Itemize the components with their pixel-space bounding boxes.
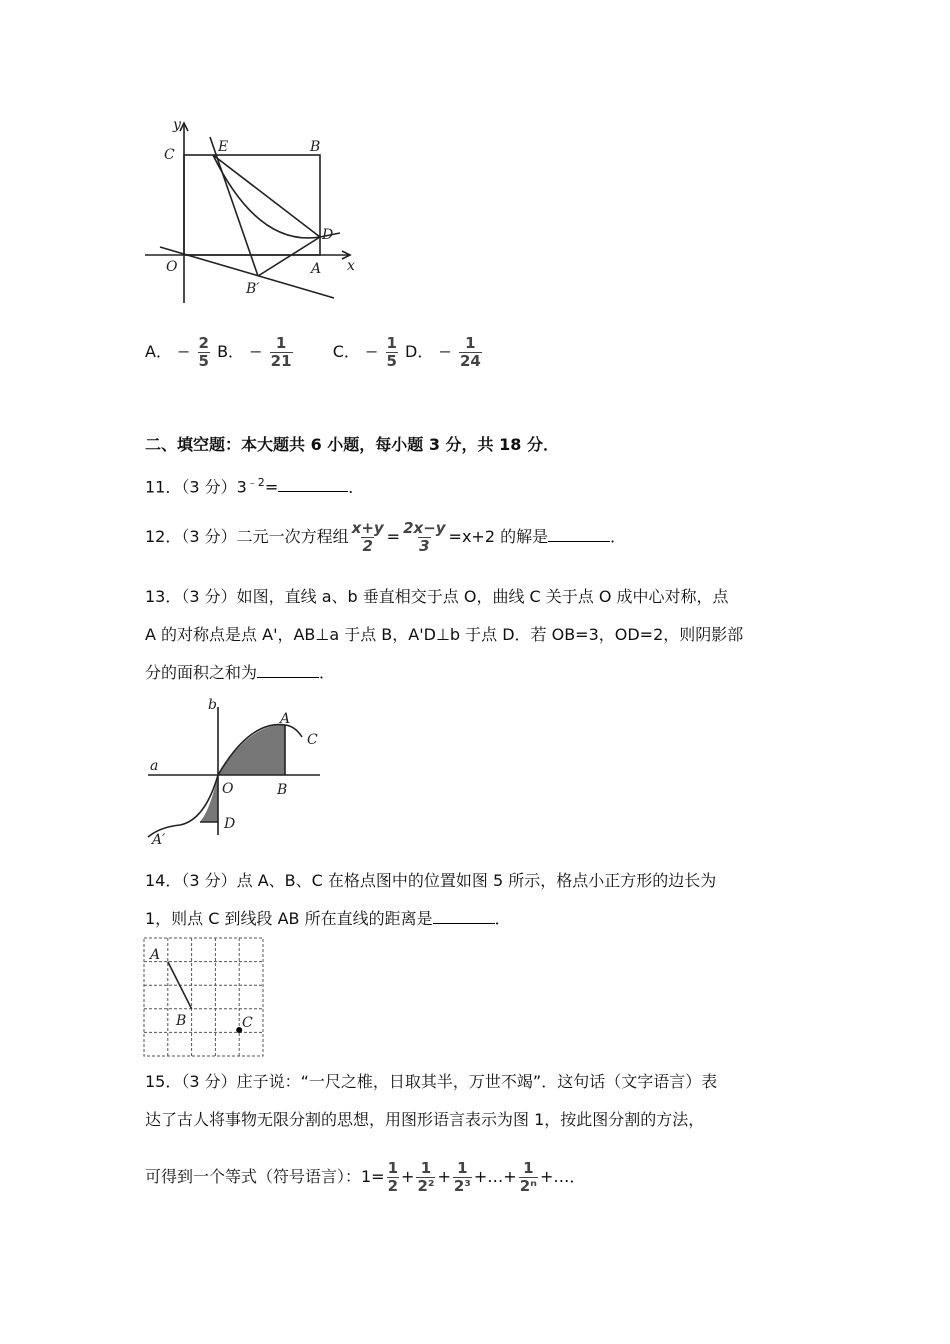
label-A-prime: A′ [152,832,166,848]
label-O: O [222,781,234,797]
question-11: 11．（3 分）$3^{﹣2}=$ ． [145,476,365,497]
label-C: C [307,732,318,748]
term-1-over-2-squared: $\frac{1}{\text{2²}}$ [417,1159,435,1195]
label-B: B [310,139,321,155]
figure-lattice-grid [140,935,270,1060]
option-a[interactable]: A． − $\frac{2}{5}$ [145,334,209,370]
answer-blank-11[interactable] [278,477,348,492]
section-title: 二、填空题：本大题共 6 小题，每小题 3 分，共 18 分． [145,435,559,454]
question-14-line2: 1，则点 C 到线段 AB 所在直线的距离是 ． [145,909,511,928]
option-d-fraction: $\frac{1}{24}$ [459,334,481,370]
fraction-x-plus-y: $\frac{x+y}{2}$ [351,519,384,555]
term-1-over-2-cubed: $\frac{1}{\text{2³}}$ [453,1159,471,1195]
label-B-prime: B′ [246,281,260,297]
question-15-line2: 达了古人将事物无限分割的思想，用图形语言表示为图 1，按此图分割的方法， [145,1110,705,1129]
question-13-line2: A 的对称点是点 A'，AB⊥a 于点 B，A'D⊥b 于点 D．若 OB=3，OD=2，则阴影部 [145,625,744,644]
label-C: C [242,1015,253,1031]
question-12: 12．（3 分）二元一次方程组 $\frac{x+y}{2}$ = $\frac{2x-y}{3}$ =x+2 的解是 ． [145,519,627,555]
label-a: a [150,758,159,774]
option-d[interactable]: D． − $\frac{1}{24}$ [405,334,481,370]
label-C: C [164,147,175,163]
option-b[interactable]: B． − $\frac{1}{21}$ [217,334,292,370]
label-E: E [218,139,229,155]
answer-blank-13[interactable] [257,663,319,678]
label-D: D [322,227,334,243]
label-A: A [280,711,291,727]
question-15-line1: 15．（3 分）庄子说：“一尺之椎，日取其半，万世不竭”．这句话（文字语言）表 [145,1072,718,1091]
label-A: A [150,947,161,963]
option-c[interactable]: C． − $\frac{1}{5}$ [332,334,397,370]
q10-options [145,333,484,371]
label-B: B [277,782,288,798]
question-13-line1: 13．（3 分）如图，直线 a、b 垂直相交于点 O，曲线 C 关于点 O 成中心对称，点 [145,587,729,606]
label-B: B [176,1013,187,1029]
rectangle-OABC [184,155,320,255]
shaded-region-upper [218,725,285,775]
term-1-over-2-n: $\frac{1}{\text{2ⁿ}}$ [519,1159,537,1195]
label-D: D [224,816,236,832]
fraction-2x-minus-y: $\frac{2x-y}{3}$ [403,519,446,555]
label-x: x [347,258,355,274]
option-a-fraction: $\frac{2}{5}$ [198,334,209,370]
figure-symmetric-curve [140,695,330,850]
question-13-line3: 分的面积之和为 ． [145,663,336,682]
label-y: y [173,117,181,133]
label-O: O [166,259,178,275]
question-14-line1: 14．（3 分）点 A、B、C 在格点图中的位置如图 5 所示，格点小正方形的边长为 [145,871,717,890]
option-c-fraction: $\frac{1}{5}$ [386,334,397,370]
answer-blank-12[interactable] [548,527,610,542]
question-15-line3: 可得到一个等式（符号语言）：1= $\frac{1}{2}$ + $\frac{1}{\text{2²}}$ + $\frac{1}{\text{2³}}$ +…+ $\frac{1}{\text{2ⁿ}}$ +…． [145,1159,586,1195]
label-A: A [311,261,322,277]
figure-rectangle-folding [140,115,370,315]
option-b-fraction: $\frac{1}{21}$ [270,334,292,370]
label-b: b [208,697,217,713]
term-1-over-2: $\frac{1}{2}$ [387,1159,399,1195]
answer-blank-14[interactable] [433,909,495,924]
